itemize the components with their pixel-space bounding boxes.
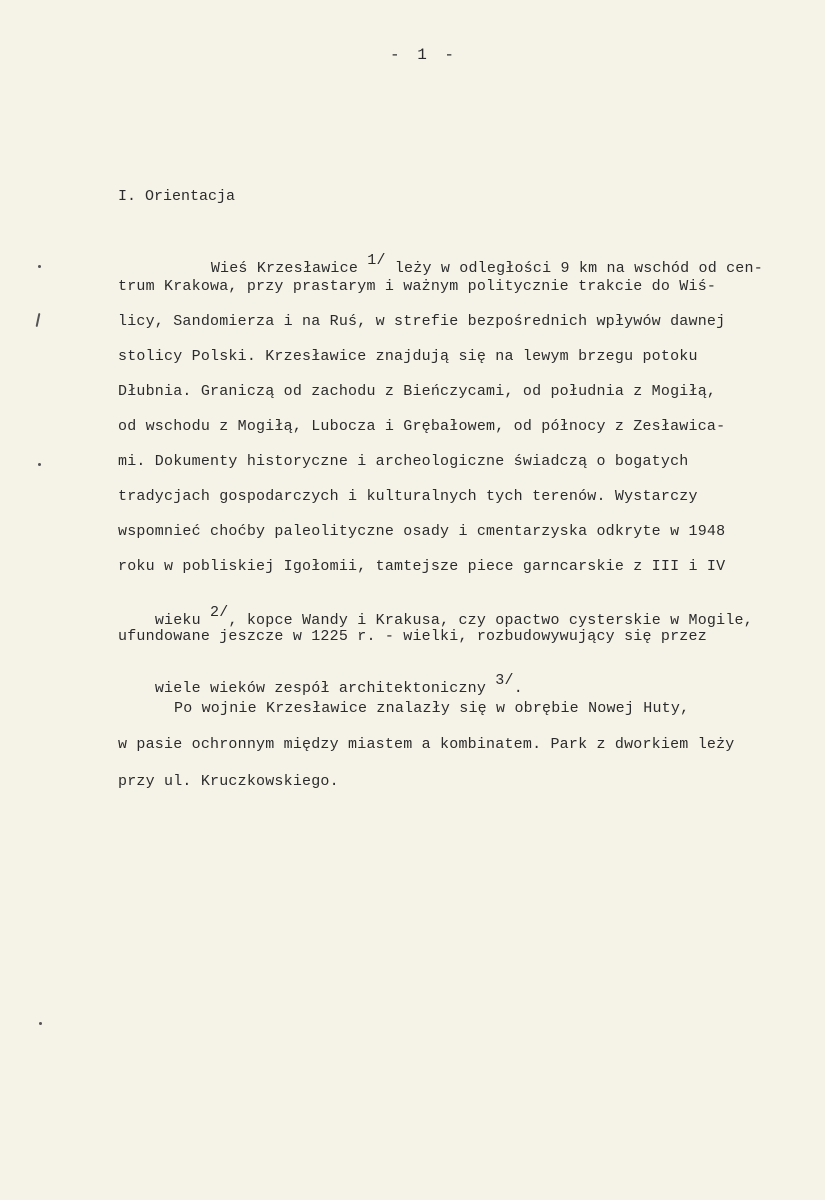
text-line: Dłubnia. Graniczą od zachodu z Bieńczycami, od południa z Mogiłą, — [118, 383, 717, 400]
text-line: stolicy Polski. Krzesławice znajdują się na lewym brzegu potoku — [118, 348, 698, 365]
footnote-ref: 2/ — [210, 604, 229, 621]
speck-mark — [38, 265, 41, 268]
text-line: przy ul. Kruczkowskiego. — [118, 773, 339, 790]
text-line: Wieś Krzesławice 1/ leży w odległości 9 km na wschód od cen- — [210, 252, 763, 277]
text-line: roku w pobliskiej Igołomii, tamtejsze piece garncarskie z III i IV — [118, 558, 726, 575]
footnote-ref: 3/ — [495, 672, 514, 689]
text-line: ufundowane jeszcze w 1225 r. - wielki, rozbudowywujący się przez — [118, 628, 707, 645]
text-line: tradycjach gospodarczych i kulturalnych tych terenów. Wystarczy — [118, 488, 698, 505]
text-line: wspomnieć choćby paleolityczne osady i cmentarzyska odkryte w 1948 — [118, 523, 726, 540]
pencil-mark — [36, 313, 41, 327]
text-line: wieku 2/, kopce Wandy i Krakusa, czy opactwo cysterskie w Mogile, — [154, 604, 753, 629]
text-line: w pasie ochronnym między miastem a kombinatem. Park z dworkiem leży — [118, 736, 735, 753]
text-line: mi. Dokumenty historyczne i archeologiczne świadczą o bogatych — [118, 453, 689, 470]
footnote-ref: 1/ — [367, 252, 386, 269]
page-number: - 1 - — [390, 46, 459, 64]
section-heading: I. Orientacja — [118, 188, 236, 205]
text-line: wiele wieków zespół architektoniczny 3/. — [154, 672, 523, 697]
text-line: od wschodu z Mogiłą, Lubocza i Grębałowem, od północy z Zesławica- — [118, 418, 726, 435]
speck-mark — [39, 1022, 42, 1025]
text-line: trum Krakowa, przy prastarym i ważnym politycznie trakcie do Wiś- — [118, 278, 717, 295]
text-line: licy, Sandomierza i na Ruś, w strefie bezpośrednich wpływów dawnej — [118, 313, 726, 330]
speck-mark — [38, 463, 41, 466]
text-line: Po wojnie Krzesławice znalazły się w obrębie Nowej Huty, — [174, 700, 690, 717]
